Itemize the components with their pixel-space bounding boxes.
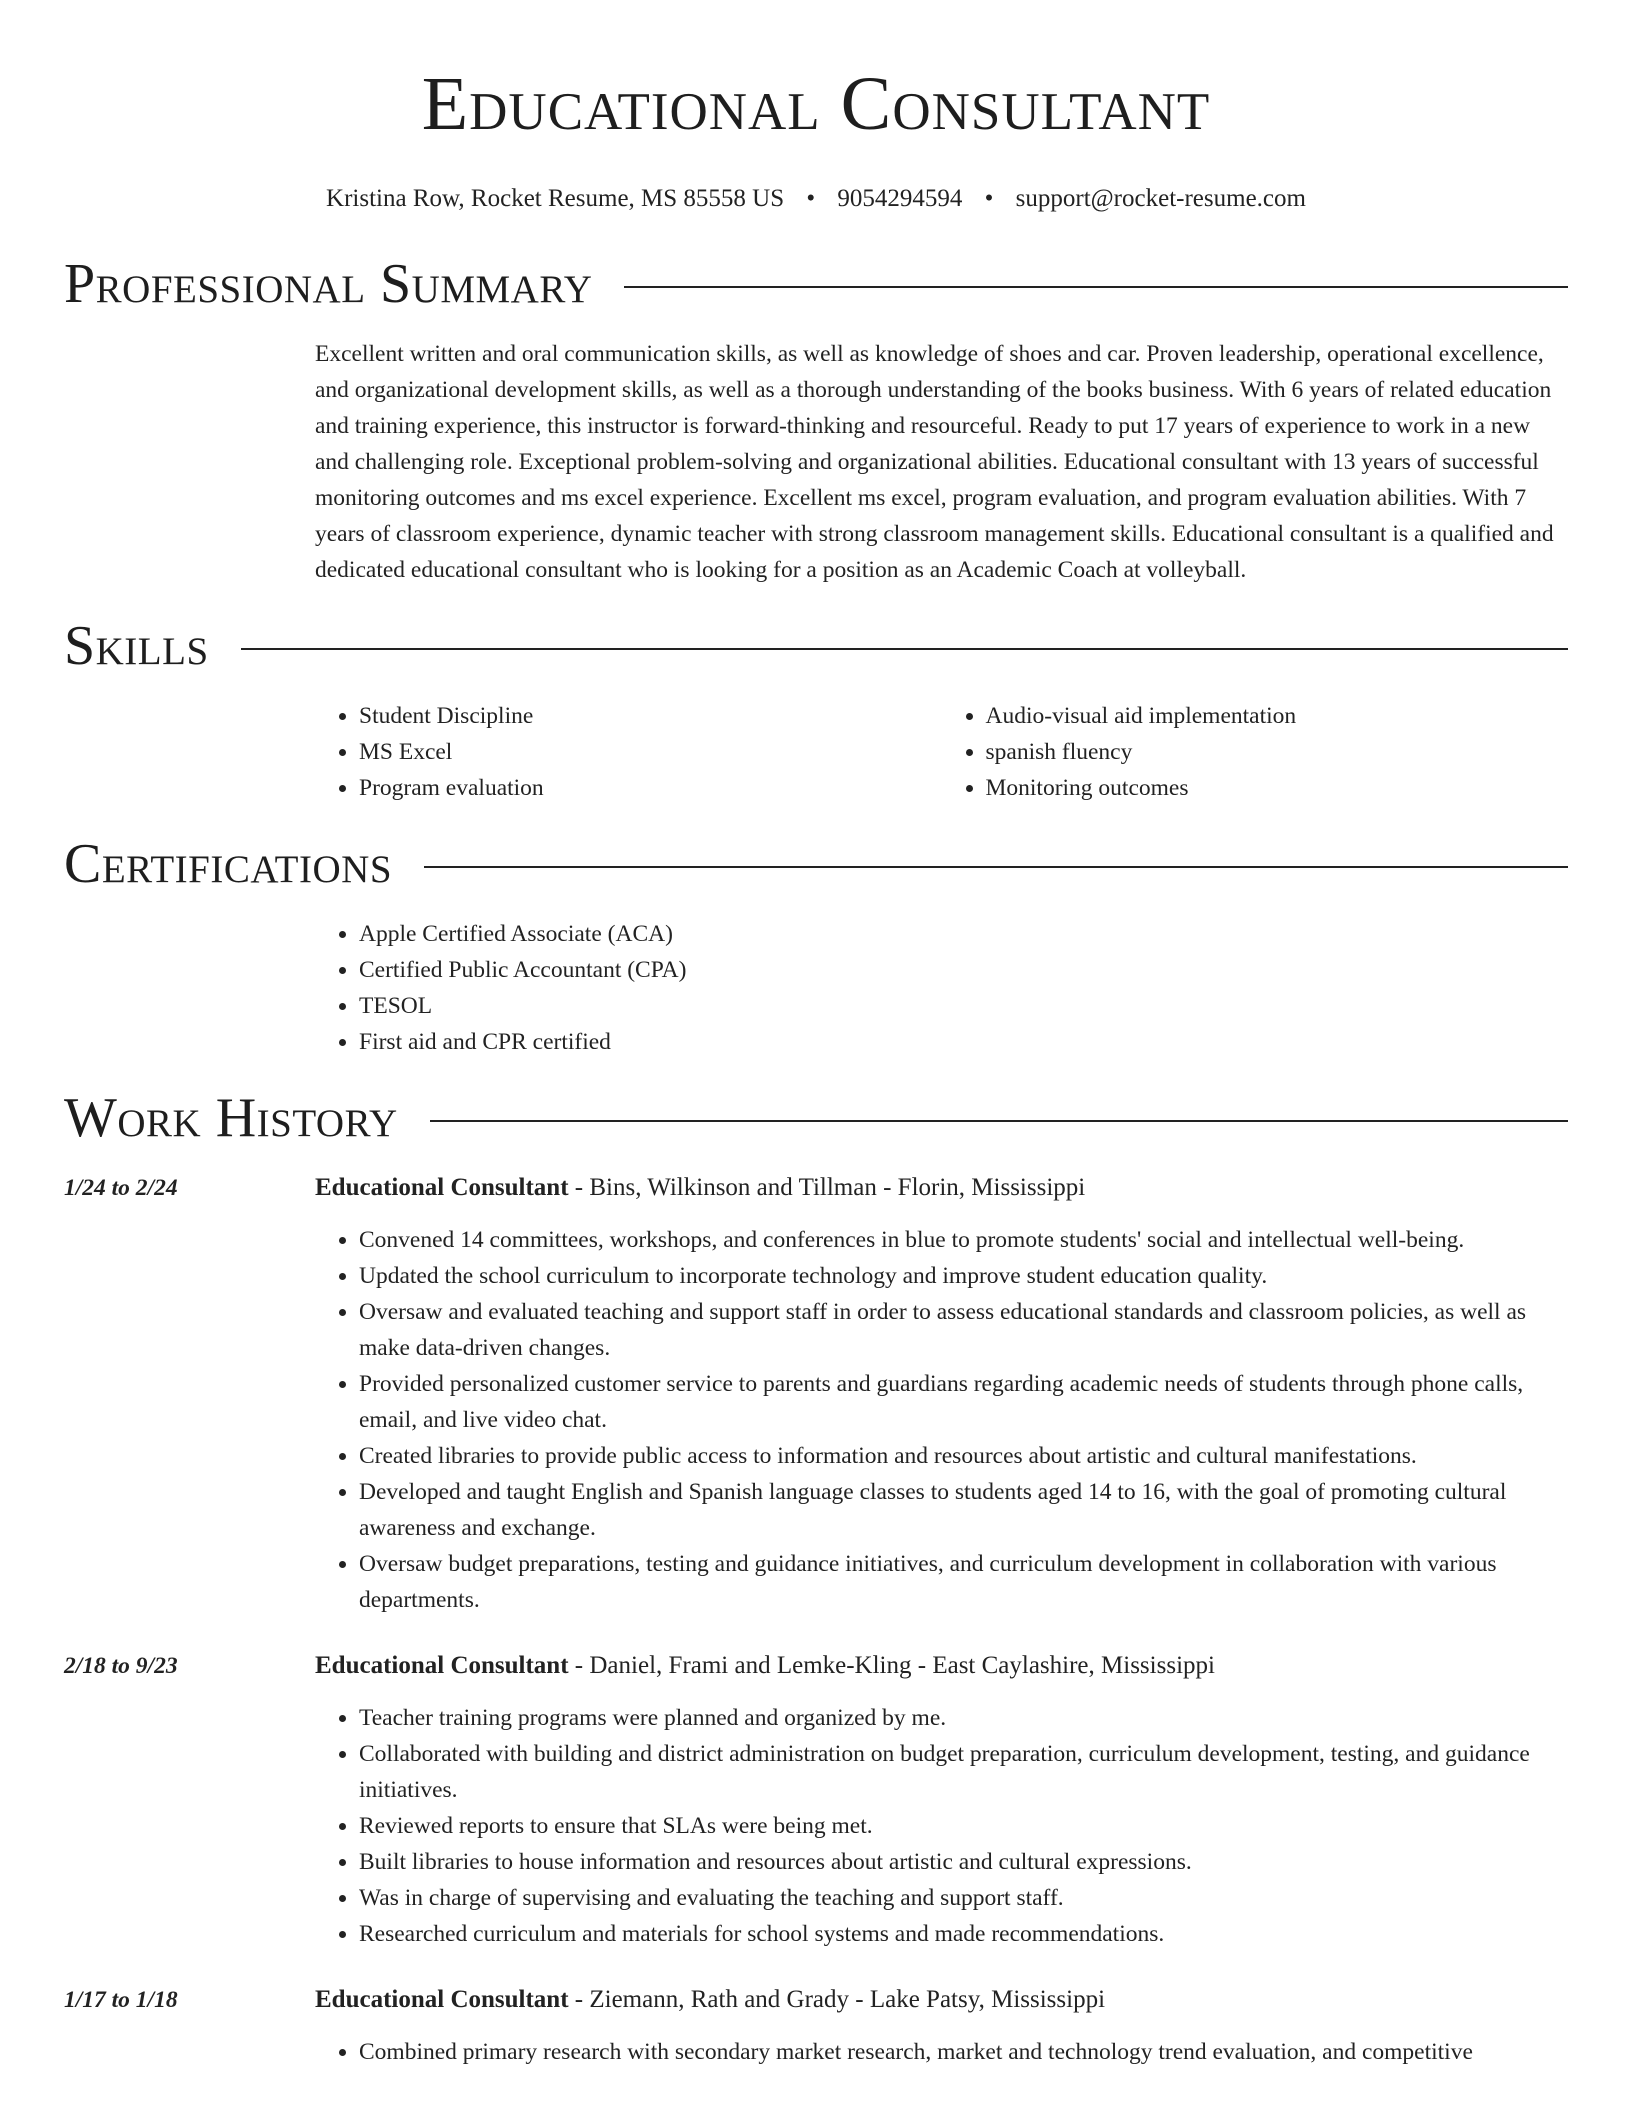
section-title-skills: Skills xyxy=(64,615,209,677)
section-header-skills xyxy=(64,614,1568,678)
section-divider xyxy=(624,286,1568,288)
job-bullet: • Oversaw and evaluated teaching and support staff in order to assess educational standards and classroom policies, as well as make data-driven changes. xyxy=(359,1294,1568,1366)
contact-separator: • xyxy=(984,185,994,212)
job-role: Educational Consultant xyxy=(315,1986,569,2013)
certification-item: • TESOL xyxy=(359,988,1568,1024)
section-title-certifications: Certifications xyxy=(64,833,393,895)
job-details xyxy=(315,1170,1568,1618)
job-bullets xyxy=(315,2034,1568,2070)
job-entry xyxy=(64,1648,1568,1952)
section-divider xyxy=(241,648,1568,650)
job-bullet: • Collaborated with building and district administration on budget preparation, curriculum development, testing, and guidance initiatives. xyxy=(359,1736,1568,1808)
section-title-work-history: Work History xyxy=(64,1087,398,1149)
document-title: Educational Consultant xyxy=(421,62,1211,146)
job-bullet: • Teacher training programs were planned and organized by me. xyxy=(359,1700,1568,1736)
resume-page xyxy=(64,0,1568,2070)
job-role: Educational Consultant xyxy=(315,1174,569,1201)
certifications-bullets xyxy=(315,916,1568,1060)
job-bullet: • Updated the school curriculum to incorporate technology and improve student education quality. xyxy=(359,1258,1568,1294)
job-header xyxy=(315,1170,1568,1206)
contact-separator: • xyxy=(806,185,816,212)
skill-item: • spanish fluency xyxy=(986,734,1569,770)
skill-item: • MS Excel xyxy=(359,734,942,770)
job-bullet: • Convened 14 committees, workshops, and conferences in blue to promote students' social and intellectual well-being. xyxy=(359,1222,1568,1258)
job-details xyxy=(315,1648,1568,1952)
job-bullets xyxy=(315,1700,1568,1952)
job-bullet: • Provided personalized customer service to parents and guardians regarding academic needs of students through phone calls, email, and live video chat. xyxy=(359,1366,1568,1438)
certification-item: • Apple Certified Associate (ACA) xyxy=(359,916,1568,952)
contact-phone: 9054294594 xyxy=(837,185,963,212)
job-header xyxy=(315,1648,1568,1684)
skills-column-left xyxy=(315,698,942,806)
job-bullets xyxy=(315,1222,1568,1618)
certifications-list xyxy=(315,916,1568,1060)
job-company: - Bins, Wilkinson and Tillman - Florin, Mississippi xyxy=(568,1174,1086,1201)
job-bullet: • Oversaw budget preparations, testing and guidance initiatives, and curriculum development in collaboration with various departments. xyxy=(359,1546,1568,1618)
contact-address: Kristina Row, Rocket Resume, MS 85558 US xyxy=(326,185,785,212)
skill-item: • Monitoring outcomes xyxy=(986,770,1569,806)
job-bullet: • Built libraries to house information and resources about artistic and cultural expressions. xyxy=(359,1844,1568,1880)
job-header xyxy=(315,1982,1568,2018)
job-dates: 1/17 to 1/18 xyxy=(64,1987,178,2013)
job-bullet: • Was in charge of supervising and evaluating the teaching and support staff. xyxy=(359,1880,1568,1916)
summary-text: Excellent written and oral communication skills, as well as knowledge of shoes and car. Proven leadership, operational excellence, and organizational development skills, as well as a thorough understanding of the books business. With 6 years of related education and training experience, this instructor is forward-thinking and resourceful. Ready to put 17 years of experience to work in a new and challenging role. Exceptional problem-solving and organizational abilities. Educational consultant with 13 years of successful monitoring outcomes and ms excel experience. Excellent ms excel, program evaluation, and program evaluation abilities. With 7 years of classroom experience, dynamic teacher with strong classroom management skills. Educational consultant is a qualified and dedicated educational consultant who is looking for a position as an Academic Coach at volleyball. xyxy=(315,341,1554,583)
skill-item: • Audio-visual aid implementation xyxy=(986,698,1569,734)
job-bullet: • Developed and taught English and Spanish language classes to students aged 14 to 16, with the goal of promoting cultural awareness and exchange. xyxy=(359,1474,1568,1546)
job-entry xyxy=(64,1982,1568,2070)
skill-item: • Program evaluation xyxy=(359,770,942,806)
job-bullet: • Reviewed reports to ensure that SLAs were being met. xyxy=(359,1808,1568,1844)
job-company: - Daniel, Frami and Lemke-Kling - East Caylashire, Mississippi xyxy=(568,1652,1215,1679)
skills-column-right xyxy=(942,698,1569,806)
section-divider xyxy=(424,866,1568,868)
section-divider xyxy=(430,1120,1568,1122)
section-header-certifications xyxy=(64,832,1568,896)
job-dates: 2/18 to 9/23 xyxy=(64,1653,178,1679)
skill-item: • Student Discipline xyxy=(359,698,942,734)
job-details xyxy=(315,1982,1568,2070)
job-company: - Ziemann, Rath and Grady - Lake Patsy, Mississippi xyxy=(568,1986,1106,2013)
job-dates: 1/24 to 2/24 xyxy=(64,1175,178,1201)
section-title-summary: Professional Summary xyxy=(64,253,593,315)
section-header-summary xyxy=(64,252,1568,316)
contact-email: support@rocket-resume.com xyxy=(1015,185,1306,212)
job-entry xyxy=(64,1170,1568,1618)
certification-item: • First aid and CPR certified xyxy=(359,1024,1568,1060)
job-bullet: • Researched curriculum and materials for school systems and made recommendations. xyxy=(359,1916,1568,1952)
section-header-work-history xyxy=(64,1086,1568,1150)
job-bullet: • Combined primary research with secondary market research, market and technology trend evaluation, and competitive xyxy=(359,2034,1568,2070)
job-role: Educational Consultant xyxy=(315,1652,569,1679)
job-bullet: • Created libraries to provide public access to information and resources about artistic and cultural manifestations. xyxy=(359,1438,1568,1474)
contact-line xyxy=(64,182,1568,216)
skills-list xyxy=(315,698,1568,806)
certification-item: • Certified Public Accountant (CPA) xyxy=(359,952,1568,988)
